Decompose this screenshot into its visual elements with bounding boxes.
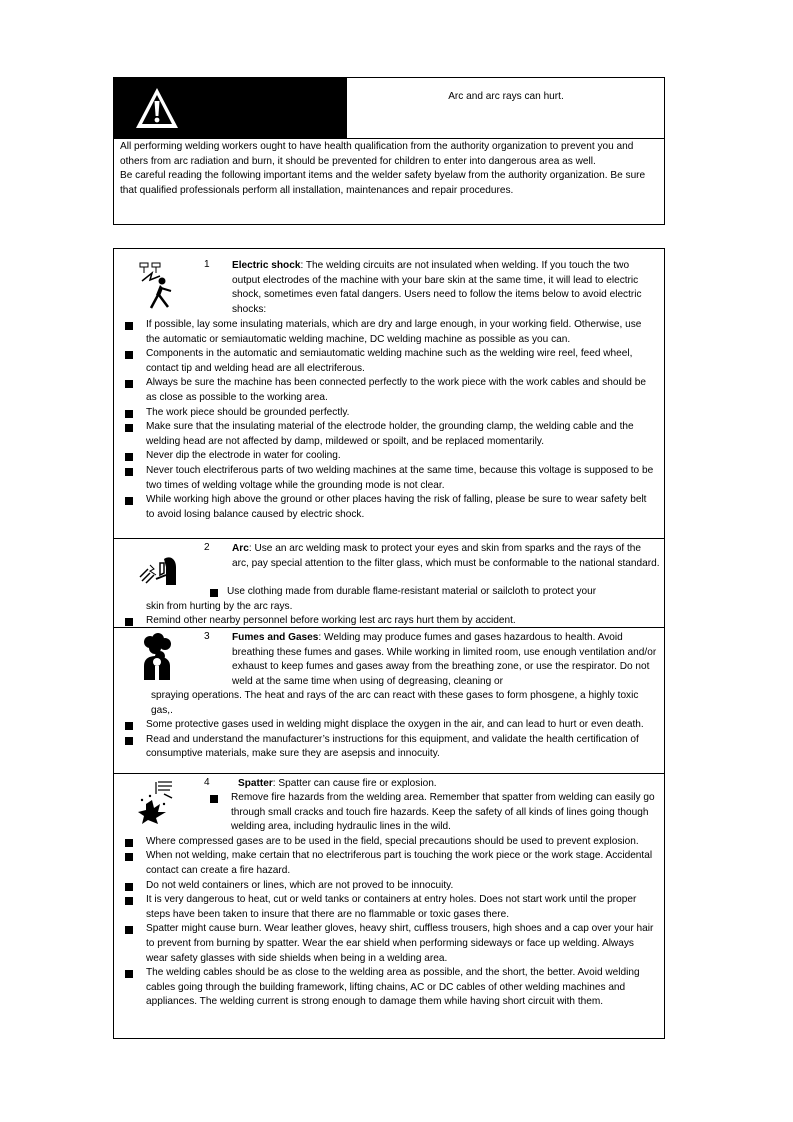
list-item bbox=[119, 835, 656, 850]
list-item-text: Remind other nearby personnel before working lest arc rays hurt them by accident. bbox=[146, 615, 516, 627]
bullet-square-icon bbox=[125, 322, 133, 330]
list-item-text: Always be sure the machine has been connected perfectly to the work piece with the work cables and should be as close as possible to the working area. bbox=[146, 377, 646, 403]
list-item bbox=[119, 922, 656, 966]
bullet-square-icon bbox=[125, 970, 133, 978]
list-item-text: Where compressed gases are to be used in the field, special precautions should be used to prevent explosion. bbox=[146, 835, 639, 847]
bullet-list bbox=[119, 689, 656, 762]
electric-shock-icon bbox=[138, 261, 178, 311]
bullet-square-icon bbox=[125, 351, 133, 359]
warning-title: Arc and arc rays can hurt. bbox=[346, 78, 665, 138]
list-item-text: Some protective gases used in welding might displace the oxygen in the air, and can lead to hurt or even death. bbox=[146, 719, 644, 731]
section-intro-text: : Welding may produce fumes and gases hazardous to health. Avoid breathing these fumes and gases. While working in limited room, use enough ventilation and/or exhaust to keep fumes and gases away from the breathing zone, or use the respirator. Do not weld at the same time when using of degreasing, cleaning or bbox=[232, 632, 657, 687]
list-item-text: Never touch electriferous parts of two welding machines at the same time, because this voltage is supposed to be two times of welding voltage while the grounding mode is not clear. bbox=[146, 464, 654, 491]
list-item-continuation: skin from hurting by the arc rays. bbox=[146, 600, 293, 612]
section-spatter bbox=[114, 773, 664, 1038]
list-item bbox=[119, 493, 656, 522]
list-item bbox=[119, 585, 656, 600]
list-item-text: When not welding, make certain that no electriferous part is touching the work piece or the work stage. Accidental contact can create a fire hazard. bbox=[146, 850, 653, 876]
bullet-square-icon bbox=[125, 722, 133, 730]
list-item-text: Never dip the electrode in water for cooling. bbox=[146, 450, 341, 462]
bullet-list bbox=[119, 318, 656, 522]
section-number: 2 bbox=[204, 542, 210, 553]
bullet-square-icon bbox=[125, 497, 133, 505]
section-arc bbox=[114, 538, 664, 627]
list-item bbox=[119, 347, 656, 376]
list-item-text: Components in the automatic and semiautomatic welding machine such as the welding wire reel, feed wheel, contact tip and welding head are all electriferous. bbox=[146, 348, 633, 374]
safety-sections-box bbox=[113, 248, 665, 1039]
section-intro-text: : The welding circuits are not insulated when welding. If you touch the two output electrodes of the machine with your bare skin at the same time, it will lead to electric shock, sometimes even fatal dangers. Users need to follow the items below to avoid electric shocks: bbox=[232, 260, 642, 315]
list-item bbox=[119, 733, 656, 762]
list-item bbox=[119, 449, 656, 464]
list-item-continuation: spraying operations. The heat and rays of the arc can react with these gases to form phosgene, a highly toxic gas,. bbox=[151, 690, 639, 716]
list-item-text: Do not weld containers or lines, which are not proved to be innocuity. bbox=[146, 879, 454, 891]
section-heading: Electric shock bbox=[232, 260, 301, 271]
list-item bbox=[119, 318, 656, 347]
list-item-text: Use clothing made from durable flame-resistant material or sailcloth to protect your bbox=[227, 586, 597, 597]
bullet-square-icon bbox=[210, 795, 218, 803]
bullet-square-icon bbox=[125, 618, 133, 626]
bullet-square-icon bbox=[125, 424, 133, 432]
list-item bbox=[119, 464, 656, 493]
list-item bbox=[119, 893, 656, 922]
section-intro bbox=[232, 631, 660, 689]
section-number: 3 bbox=[204, 631, 210, 642]
bullet-square-icon bbox=[125, 380, 133, 388]
warning-symbol-area bbox=[114, 78, 346, 138]
bullet-square-icon bbox=[210, 589, 218, 597]
section-intro bbox=[238, 777, 658, 792]
list-item bbox=[119, 420, 656, 449]
list-item bbox=[119, 879, 656, 894]
section-intro bbox=[232, 259, 657, 317]
bullet-square-icon bbox=[125, 926, 133, 934]
list-item-text: While working high above the ground or other places having the risk of falling, please be sure to wear safety belt to avoid losing balance caused by electric shock. bbox=[146, 494, 647, 520]
section-intro bbox=[232, 542, 660, 571]
bullet-list bbox=[119, 791, 656, 1010]
list-item bbox=[119, 406, 656, 421]
bullet-square-icon bbox=[125, 853, 133, 861]
list-item bbox=[119, 791, 656, 835]
list-item-text: It is very dangerous to heat, cut or weld tanks or containers at entry holes. Does not start work until the proper steps have been taken to insure that there are no flammable or toxic gases there. bbox=[146, 894, 637, 920]
list-item-text: Remove fire hazards from the welding area. Remember that spatter from welding can easily go through small cracks and touch fire hazards. Keep the safety of all kinds of lines going though welding area, including hydraulic lines in the wild. bbox=[231, 792, 655, 833]
list-item bbox=[119, 849, 656, 878]
list-item bbox=[119, 966, 656, 1010]
section-number: 1 bbox=[204, 259, 210, 270]
bullet-square-icon bbox=[125, 883, 133, 891]
list-item-text: Make sure that the insulating material of the electrode holder, the grounding clamp, the welding cable and the welding head are not affected by damp, mildewed or spoilt, and be replaced momentarily. bbox=[146, 421, 634, 447]
list-item-text: The work piece should be grounded perfectly. bbox=[146, 406, 350, 418]
warning-triangle-icon bbox=[134, 86, 180, 130]
section-number: 4 bbox=[204, 777, 210, 788]
section-intro-text: : Spatter can cause fire or explosion. bbox=[272, 778, 437, 789]
bullet-square-icon bbox=[125, 453, 133, 461]
section-fumes-and-gases bbox=[114, 627, 664, 773]
bullet-square-icon bbox=[125, 468, 133, 476]
list-item-text: Read and understand the manufacturer’s instructions for this equipment, and validate the health certification of consumptive materials, make sure they are asepsis and innocuity. bbox=[146, 733, 639, 760]
list-item-text: If possible, lay some insulating materials, which are dry and large enough, in your working field. Otherwise, use the automatic or semiautomatic welding machine, DC welding machine as possible as you can. bbox=[146, 319, 642, 345]
list-item-text: The welding cables should be as close to the welding area as possible, and the short, the better. Avoid welding cables going through the building framework, lifting chains, AC or DC cables of other welding machines and appliances. The welding current is strong enough to damage them while having short circuit with them. bbox=[146, 967, 640, 1008]
list-item bbox=[119, 718, 656, 733]
section-heading: Arc bbox=[232, 543, 249, 554]
section-electric-shock bbox=[114, 249, 664, 538]
section-intro-text: : Use an arc welding mask to protect your eyes and skin from sparks and the rays of the arc, pay special attention to the filter glass, which must be conformable to the national standard. bbox=[232, 543, 660, 569]
fumes-icon bbox=[136, 632, 178, 682]
arc-welder-icon bbox=[138, 553, 180, 587]
bullet-square-icon bbox=[125, 737, 133, 745]
list-item bbox=[119, 376, 656, 405]
bullet-square-icon bbox=[125, 897, 133, 905]
warning-box bbox=[113, 77, 665, 225]
warning-text bbox=[114, 138, 664, 198]
section-heading: Fumes and Gases bbox=[232, 632, 319, 643]
bullet-list bbox=[119, 585, 656, 629]
bullet-square-icon bbox=[125, 839, 133, 847]
section-heading: Spatter bbox=[238, 778, 273, 789]
warning-paragraph: All performing welding workers ought to have health qualification from the authority organization to prevent you and others from arc radiation and burn, it should be prevented for children to enter into dangerous area as well. bbox=[120, 141, 634, 167]
warning-paragraph: Be careful reading the following important items and the welder safety byelaw from the authority organization. Be sure that qualified professionals perform all installation, maintenances and repair procedures. bbox=[120, 170, 646, 196]
bullet-square-icon bbox=[125, 410, 133, 418]
list-item-text: Spatter might cause burn. Wear leather gloves, heavy shirt, cuffless trousers, high shoes and a cap over your hair to prevent from burning by spatter. Wear the ear shield when performing sideways or face up welding. Always wear safety glasses with side shields when being in a welding area. bbox=[146, 923, 654, 964]
